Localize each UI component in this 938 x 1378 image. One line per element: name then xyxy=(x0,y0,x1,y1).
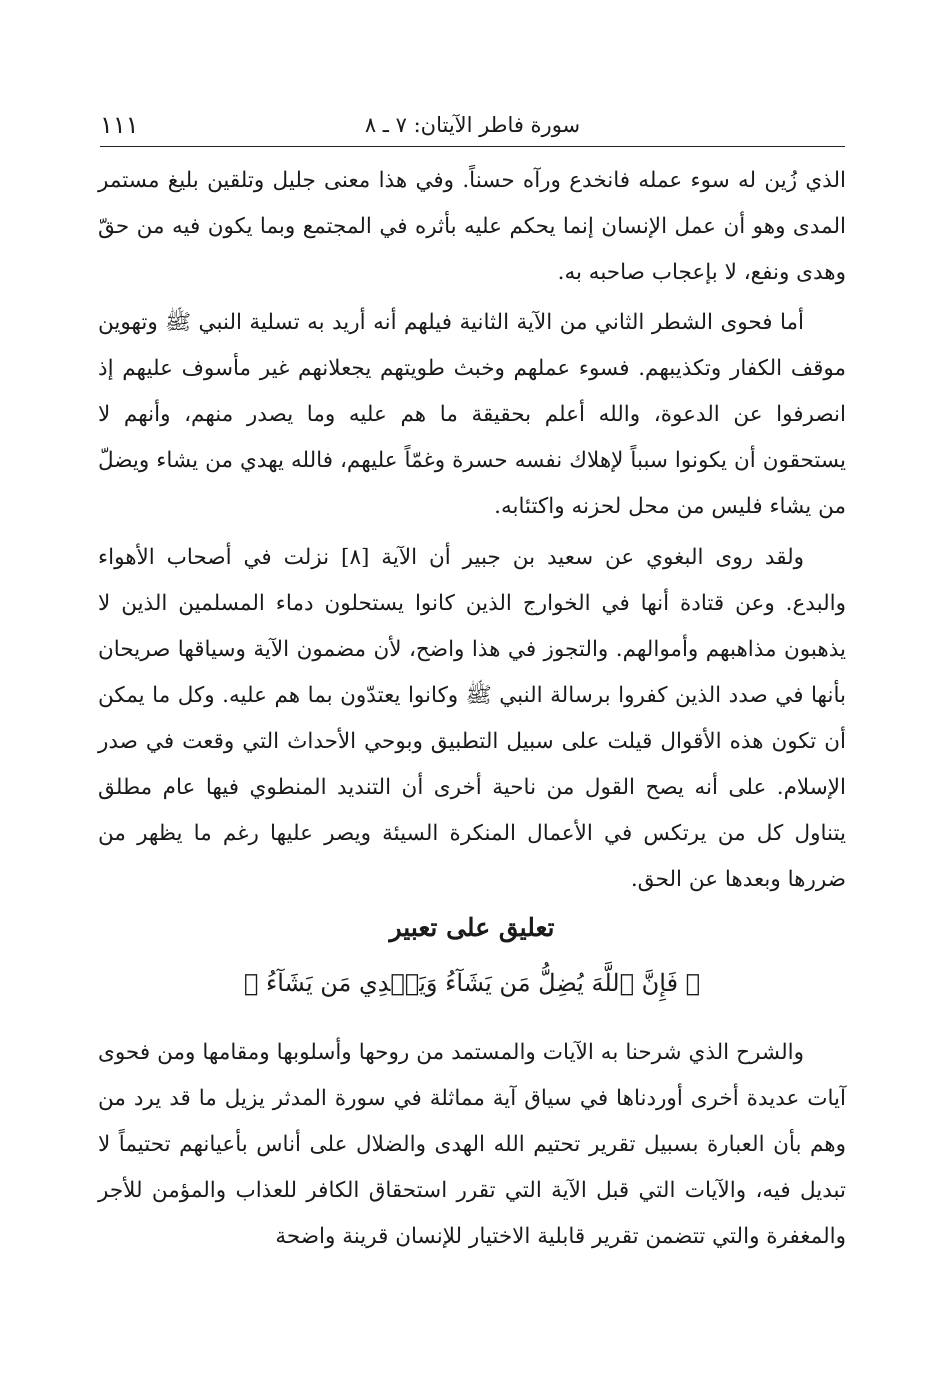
paragraph-3 xyxy=(98,535,846,903)
paragraph-text: الذي زُين له سوء عمله فانخدع ورآه حسناً. وفي هذا معنى جليل وتلقين بليغ مستمر المدى وهو أن عمل الإنسان إنما يحكم عليه بأثره في المجتمع وبما يكون فيه من حقّ وهدى ونفع، لا بإعجاب صاحبه به. xyxy=(98,168,846,285)
paragraph-text: ولقد روى البغوي عن سعيد بن جبير أن الآية [٨] نزلت في أصحاب الأهواء والبدع. وعن قتادة أنها في الخوارج الذين كانوا يستحلون دماء المسلمين الذين لا يذهبون مذاهبهم وأموالهم. والتجوز في هذا واضح، لأن مضمون الآية وسياقها صريحان بأنها في صدد الذين كفروا برسالة النبي ﷺ وكانوا يعتدّون بما هم عليه. وكل ما يمكن أن تكون هذه الأقوال قيلت على سبيل التطبيق وبوحي الأحداث التي وقعت في صدر الإسلام. على أنه يصح القول من ناحية أخرى أن التنديد المنطوي فيها عام مطلق يتناول كل من يرتكس في الأعمال المنكرة السيئة ويصر عليها رغم ما يظهر من ضررها وبعدها عن الحق. xyxy=(98,545,846,892)
paragraph-text: أما فحوى الشطر الثاني من الآية الثانية فيلهم أنه أريد به تسلية النبي ﷺ وتهوين موقف الكفار وتكذيبهم. فسوء عملهم وخبث طويتهم يجعلانهم غير مأسوف عليهم إذ انصرفوا عن الدعوة، والله أعلم بحقيقة ما هم عليه وما يصدر منهم، وأنهم لا يستحقون أن يكونوا سبباً لإهلاك نفسه حسرة وغمّاً عليهم، فالله يهدي من يشاء ويضلّ من يشاء فليس من محل لحزنه واكتئابه. xyxy=(98,310,846,519)
paragraph-2 xyxy=(98,300,846,530)
paragraph-1 xyxy=(98,158,846,296)
paragraph-4 xyxy=(98,1030,846,1260)
header-rule xyxy=(100,146,845,147)
page-header xyxy=(100,108,845,142)
quran-verse: ﴿ فَإِنَّ ٱللَّهَ يُضِلُّ مَن يَشَآءُ وَيَهۡدِي مَن يَشَآءُ ﴾ xyxy=(243,969,701,997)
paragraph-text: والشرح الذي شرحنا به الآيات والمستمد من روحها وأسلوبها ومقامها ومن فحوى آيات عديدة أخرى أوردناها في سياق آية مماثلة في سورة المدثر يزيل ما قد يرد من وهم بأن العبارة بسبيل تقرير تحتيم الله الهدى والضلال على أناس بأعيانهم تحتيماً لا تبديل فيه، والآيات التي قبل الآية التي تقرر استحقاق الكافر للعذاب والمؤمن للأجر والمغفرة والتي تتضمن تقرير قابلية الاختيار للإنسان قرينة واضحة xyxy=(98,1040,846,1249)
section-title: تعليق على تعبير xyxy=(389,913,555,942)
running-title: سورة فاطر الآيتان: ٧ ـ ٨ xyxy=(364,113,581,137)
page-number: ١١١ xyxy=(100,111,139,139)
